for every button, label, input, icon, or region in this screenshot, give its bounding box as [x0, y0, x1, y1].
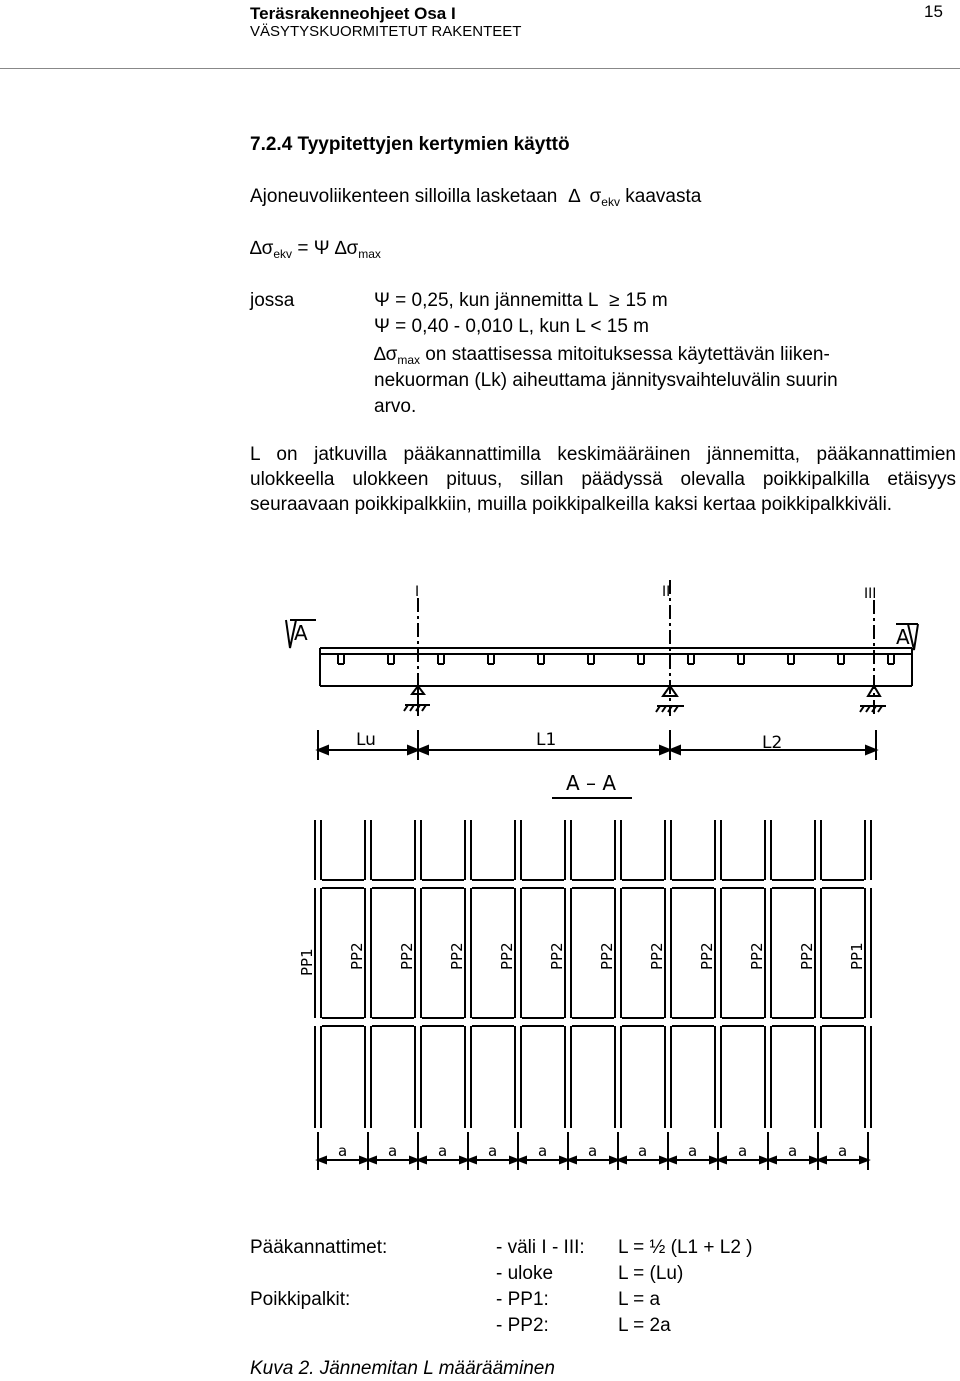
support-III — [860, 600, 886, 716]
cross-beam — [715, 820, 721, 1128]
section-mark-right: A — [896, 625, 910, 649]
summary-group: Pääkannattimet: — [250, 1237, 388, 1258]
section-heading: 7.2.4 Tyypitettyjen kertymien käyttö — [250, 134, 570, 155]
spacing-arrow — [860, 1157, 868, 1163]
support-label-I: I — [415, 584, 420, 600]
spacing-arrow — [718, 1157, 726, 1163]
where-label: jossa — [250, 290, 295, 311]
cross-beam-label: PP2 — [398, 942, 416, 970]
summary-formula: L = 2a — [618, 1315, 671, 1336]
formula-rhs-sub: max — [358, 247, 381, 261]
cross-beam — [565, 820, 571, 1128]
cross-beam-label: PP1 — [298, 948, 316, 976]
page-number: 15 — [924, 2, 943, 21]
cross-beam-label: PP2 — [798, 942, 816, 970]
cross-beam — [415, 820, 421, 1128]
spacing-label: a — [638, 1142, 648, 1160]
cross-beam — [865, 820, 871, 1128]
formula-rhs: ∆σ — [334, 238, 359, 259]
cross-beam — [665, 820, 671, 1128]
spacing-label: a — [738, 1142, 748, 1160]
intro-text-b: kaavasta — [625, 186, 702, 207]
spacing-arrow — [468, 1157, 476, 1163]
summary-row — [250, 1315, 818, 1341]
section-title: A – A — [566, 771, 617, 795]
spacing-arrow — [768, 1157, 776, 1163]
spacing-arrow — [318, 1157, 326, 1163]
summary-formula: L = a — [618, 1289, 661, 1310]
header-subtitle: VÄSYTYSKUORMITETUT RAKENTEET — [250, 23, 522, 40]
summary-table — [250, 1237, 818, 1341]
span-label-L1: L1 — [536, 730, 557, 750]
summary-case: - PP1: — [496, 1289, 549, 1310]
where-item-2: Ψ = 0,40 - 0,010 L, kun L < 15 m — [374, 316, 650, 337]
section-mark-left: A — [294, 621, 308, 645]
intro-subscript: ekv — [601, 195, 620, 209]
summary-case: - PP2: — [496, 1315, 549, 1336]
cross-beam — [365, 820, 371, 1128]
cross-beam-label: PP2 — [748, 942, 766, 970]
plan-view — [315, 820, 871, 1170]
sigma-symbol: σ — [589, 186, 602, 207]
spacing-label: a — [838, 1142, 848, 1160]
spacing-label: a — [538, 1142, 548, 1160]
cross-beam — [765, 820, 771, 1128]
summary-row — [250, 1237, 818, 1263]
spacing-arrow — [418, 1157, 426, 1163]
summary-case: - uloke — [496, 1263, 554, 1284]
def-line-3: arvo. — [374, 396, 417, 417]
where-item-1-value: 15 m — [625, 290, 668, 311]
cross-beam-label: PP2 — [698, 942, 716, 970]
formula-mid: = Ψ — [292, 238, 335, 259]
summary-formula: L = ½ (L1 + L2 ) — [618, 1237, 753, 1258]
cross-beam-label: PP2 — [548, 942, 566, 970]
spacing-label: a — [688, 1142, 698, 1160]
spacing-arrow — [368, 1157, 376, 1163]
support-I — [404, 686, 430, 716]
spacing-label: a — [588, 1142, 598, 1160]
spacing-arrow — [818, 1157, 826, 1163]
formula-lhs: ∆σ — [250, 238, 274, 259]
spacing-label: a — [488, 1142, 498, 1160]
spacing-arrow — [668, 1157, 676, 1163]
cross-beam-label: PP1 — [848, 942, 866, 970]
spacing-label: a — [438, 1142, 448, 1160]
delta-symbol: ∆ — [568, 186, 581, 207]
spacing-arrow — [618, 1157, 626, 1163]
spacing-arrow — [518, 1157, 526, 1163]
cross-beam-label: PP2 — [648, 942, 666, 970]
cross-beam — [515, 820, 521, 1128]
summary-group — [250, 1315, 496, 1341]
beam-stiffeners — [338, 654, 894, 664]
summary-group: Poikkipalkit: — [250, 1289, 351, 1310]
span-label-L2: L2 — [762, 733, 783, 753]
support-label-II: II — [662, 584, 671, 600]
summary-group — [250, 1263, 496, 1289]
formula-lhs-sub: ekv — [273, 247, 293, 261]
summary-formula: L = (Lu) — [618, 1263, 684, 1284]
def-line-2: nekuorman (Lk) aiheuttama jännitysvaihteluvälin suurin — [374, 370, 838, 391]
elevation-view — [286, 580, 918, 798]
spacing-label: a — [388, 1142, 398, 1160]
dsigma-symbol: ∆σ — [374, 344, 398, 365]
cross-beam-label: PP2 — [448, 942, 466, 970]
cross-beam-label: PP2 — [498, 942, 516, 970]
cross-beam-label: PP2 — [598, 942, 616, 970]
paragraph: L on jatkuvilla pääkannattimilla keskimääräinen jännemitta, pääkannattimien ulokkeella ulokkeen pituus, sillan päädyssä olevalla poikkipalkilla etäisyys seuraavaan poikkipalkkiin, muilla poikkipalkeilla kaksi kertaa poikkipalkkiväli. — [250, 444, 956, 515]
header-title: Teräsrakenneohjeet Osa I — [250, 4, 456, 23]
cross-beam-label: PP2 — [348, 942, 366, 970]
cross-beam — [815, 820, 821, 1128]
span-label-Lu: Lu — [356, 730, 376, 750]
ge-symbol: ≥ — [609, 290, 620, 311]
spacing-label: a — [338, 1142, 348, 1160]
spacing-arrow — [568, 1157, 576, 1163]
summary-row — [250, 1289, 818, 1315]
def-line-1: on staattisessa mitoituksessa käytettävän liiken- — [420, 344, 830, 365]
summary-case: - väli I - III: — [496, 1237, 585, 1258]
summary-row — [250, 1263, 818, 1289]
plan-labels — [298, 942, 866, 1160]
where-item-1-text: Ψ = 0,25, kun jännemitta L — [374, 290, 604, 311]
support-label-III: III — [864, 586, 877, 602]
cross-beam — [465, 820, 471, 1128]
spacing-label: a — [788, 1142, 798, 1160]
cross-beam — [615, 820, 621, 1128]
dsigma-sub: max — [397, 353, 421, 367]
figure-caption: Kuva 2. Jännemitan L määrääminen — [250, 1358, 555, 1379]
intro-text-a: Ajoneuvoliikenteen silloilla lasketaan — [250, 186, 558, 207]
